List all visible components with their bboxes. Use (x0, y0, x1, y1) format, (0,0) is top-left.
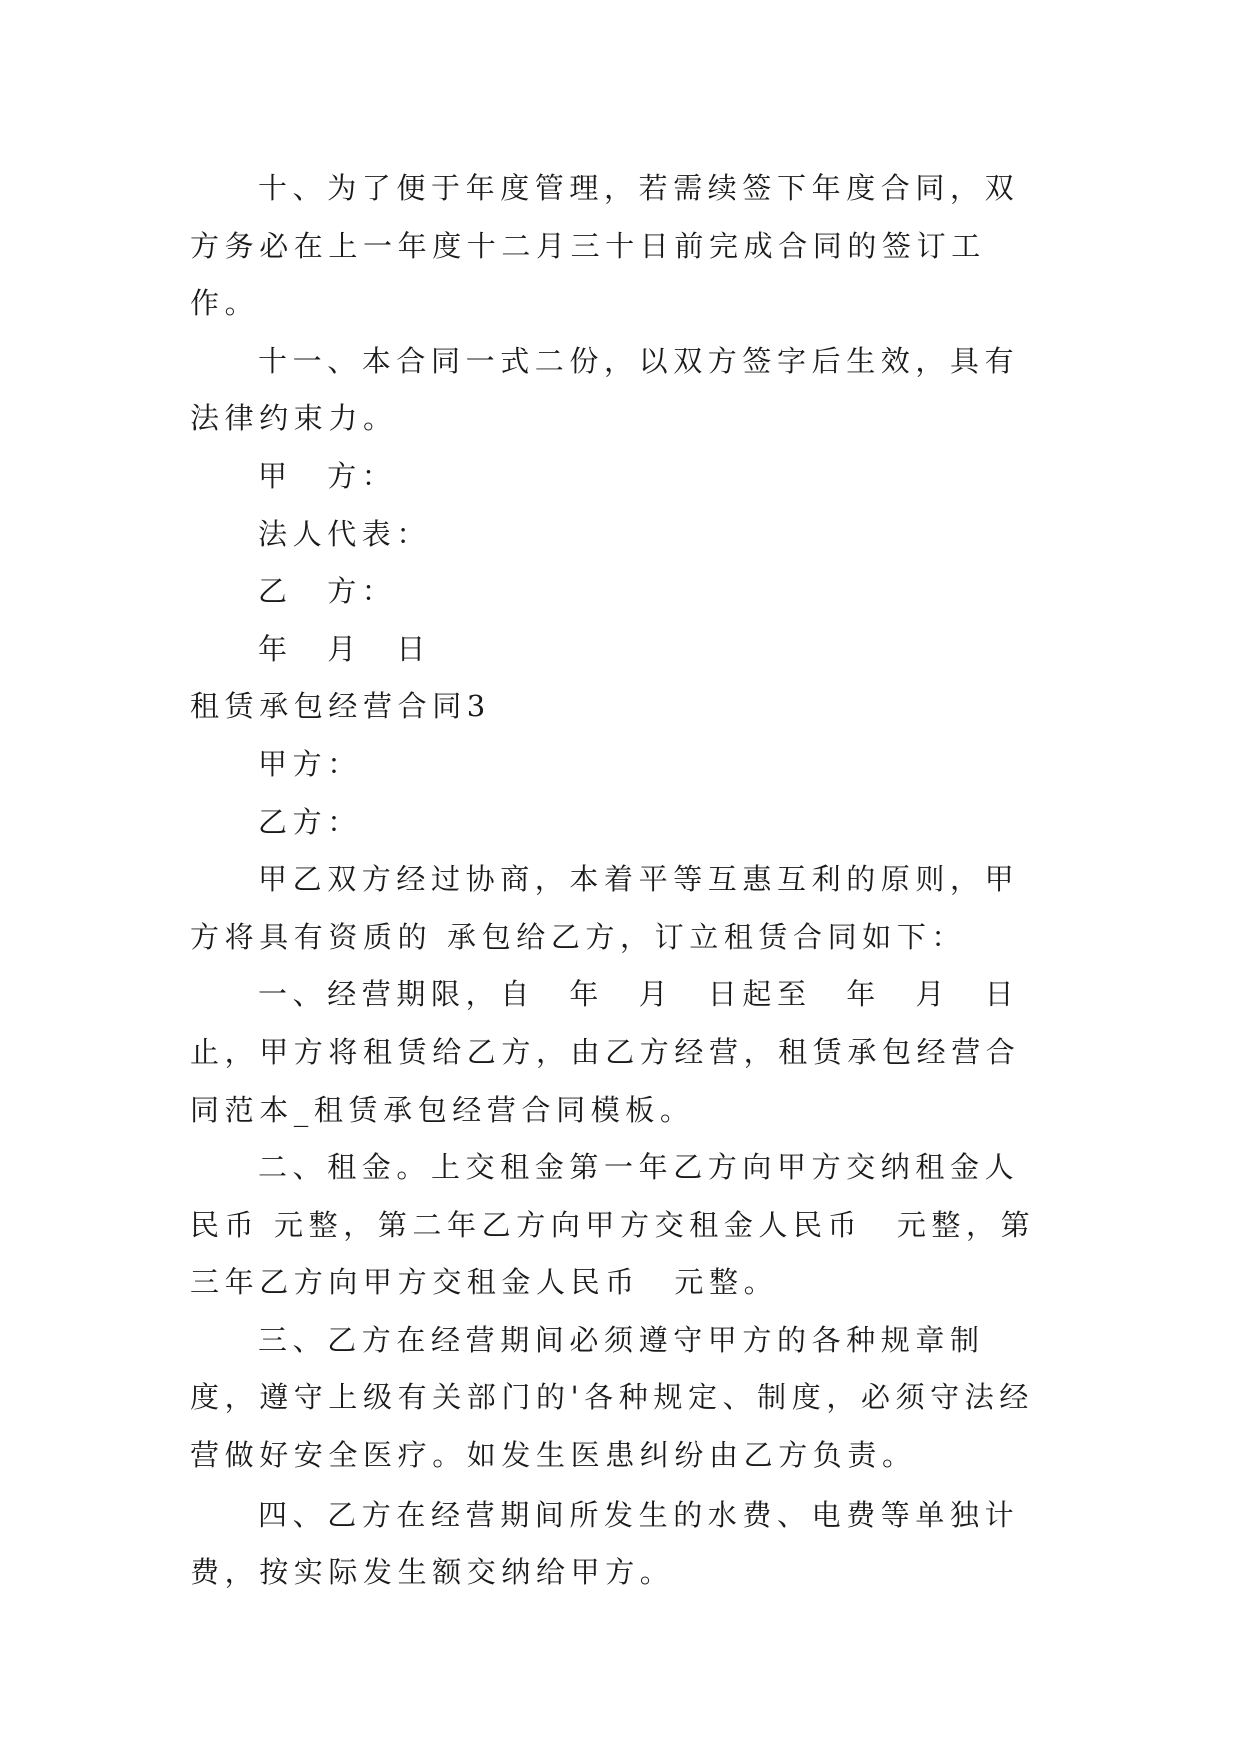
clause-10-paragraph: 十、为了便于年度管理，若需续签下年度合同，双方务必在上一年度十二月三十日前完成合同的签订工作。 (190, 171, 1020, 321)
legal-representative-line: 法人代表： (258, 516, 432, 551)
date-line: 年 月 日 (258, 631, 432, 666)
preamble-paragraph: 甲乙双方经过协商，本着平等互惠互利的原则，甲方将具有资质的 承包给乙方，订立租赁合同如下： (190, 862, 1020, 954)
document-body (190, 160, 1050, 1602)
clause-4-paragraph: 四、乙方在经营期间所发生的水费、电费等单独计费，按实际发生额交纳给甲方。 (190, 1497, 1020, 1590)
party-a-signature-line: 甲 方： (258, 458, 397, 493)
clause-3-paragraph: 三、乙方在经营期间必须遵守甲方的各种规章制度，遵守上级有关部门的'各种规定、制度，必须守法经营做好安全医疗。如发生医患纠纷由乙方负责。 (190, 1322, 1034, 1473)
clause-11-paragraph: 十一、本合同一式二份，以双方签字后生效，具有法律约束力。 (190, 343, 1020, 436)
clause-2-paragraph: 二、租金。上交租金第一年乙方向甲方交纳租金人民币 元整，第二年乙方向甲方交租金人民币 元整，第三年乙方向甲方交租金人民币 元整。 (190, 1150, 1036, 1300)
contract-title: 租赁承包经营合同3 (190, 689, 491, 724)
clause-1-paragraph: 一、经营期限，自 年 月 日起至 年 月 日止，甲方将租赁给乙方，由乙方经营，租赁承包经营合同范本_租赁承包经营合同模板。 (190, 977, 1021, 1127)
party-b-signature-line: 乙 方： (258, 574, 397, 609)
party-a-line: 甲方： (258, 746, 362, 781)
party-b-line: 乙方： (258, 804, 362, 839)
